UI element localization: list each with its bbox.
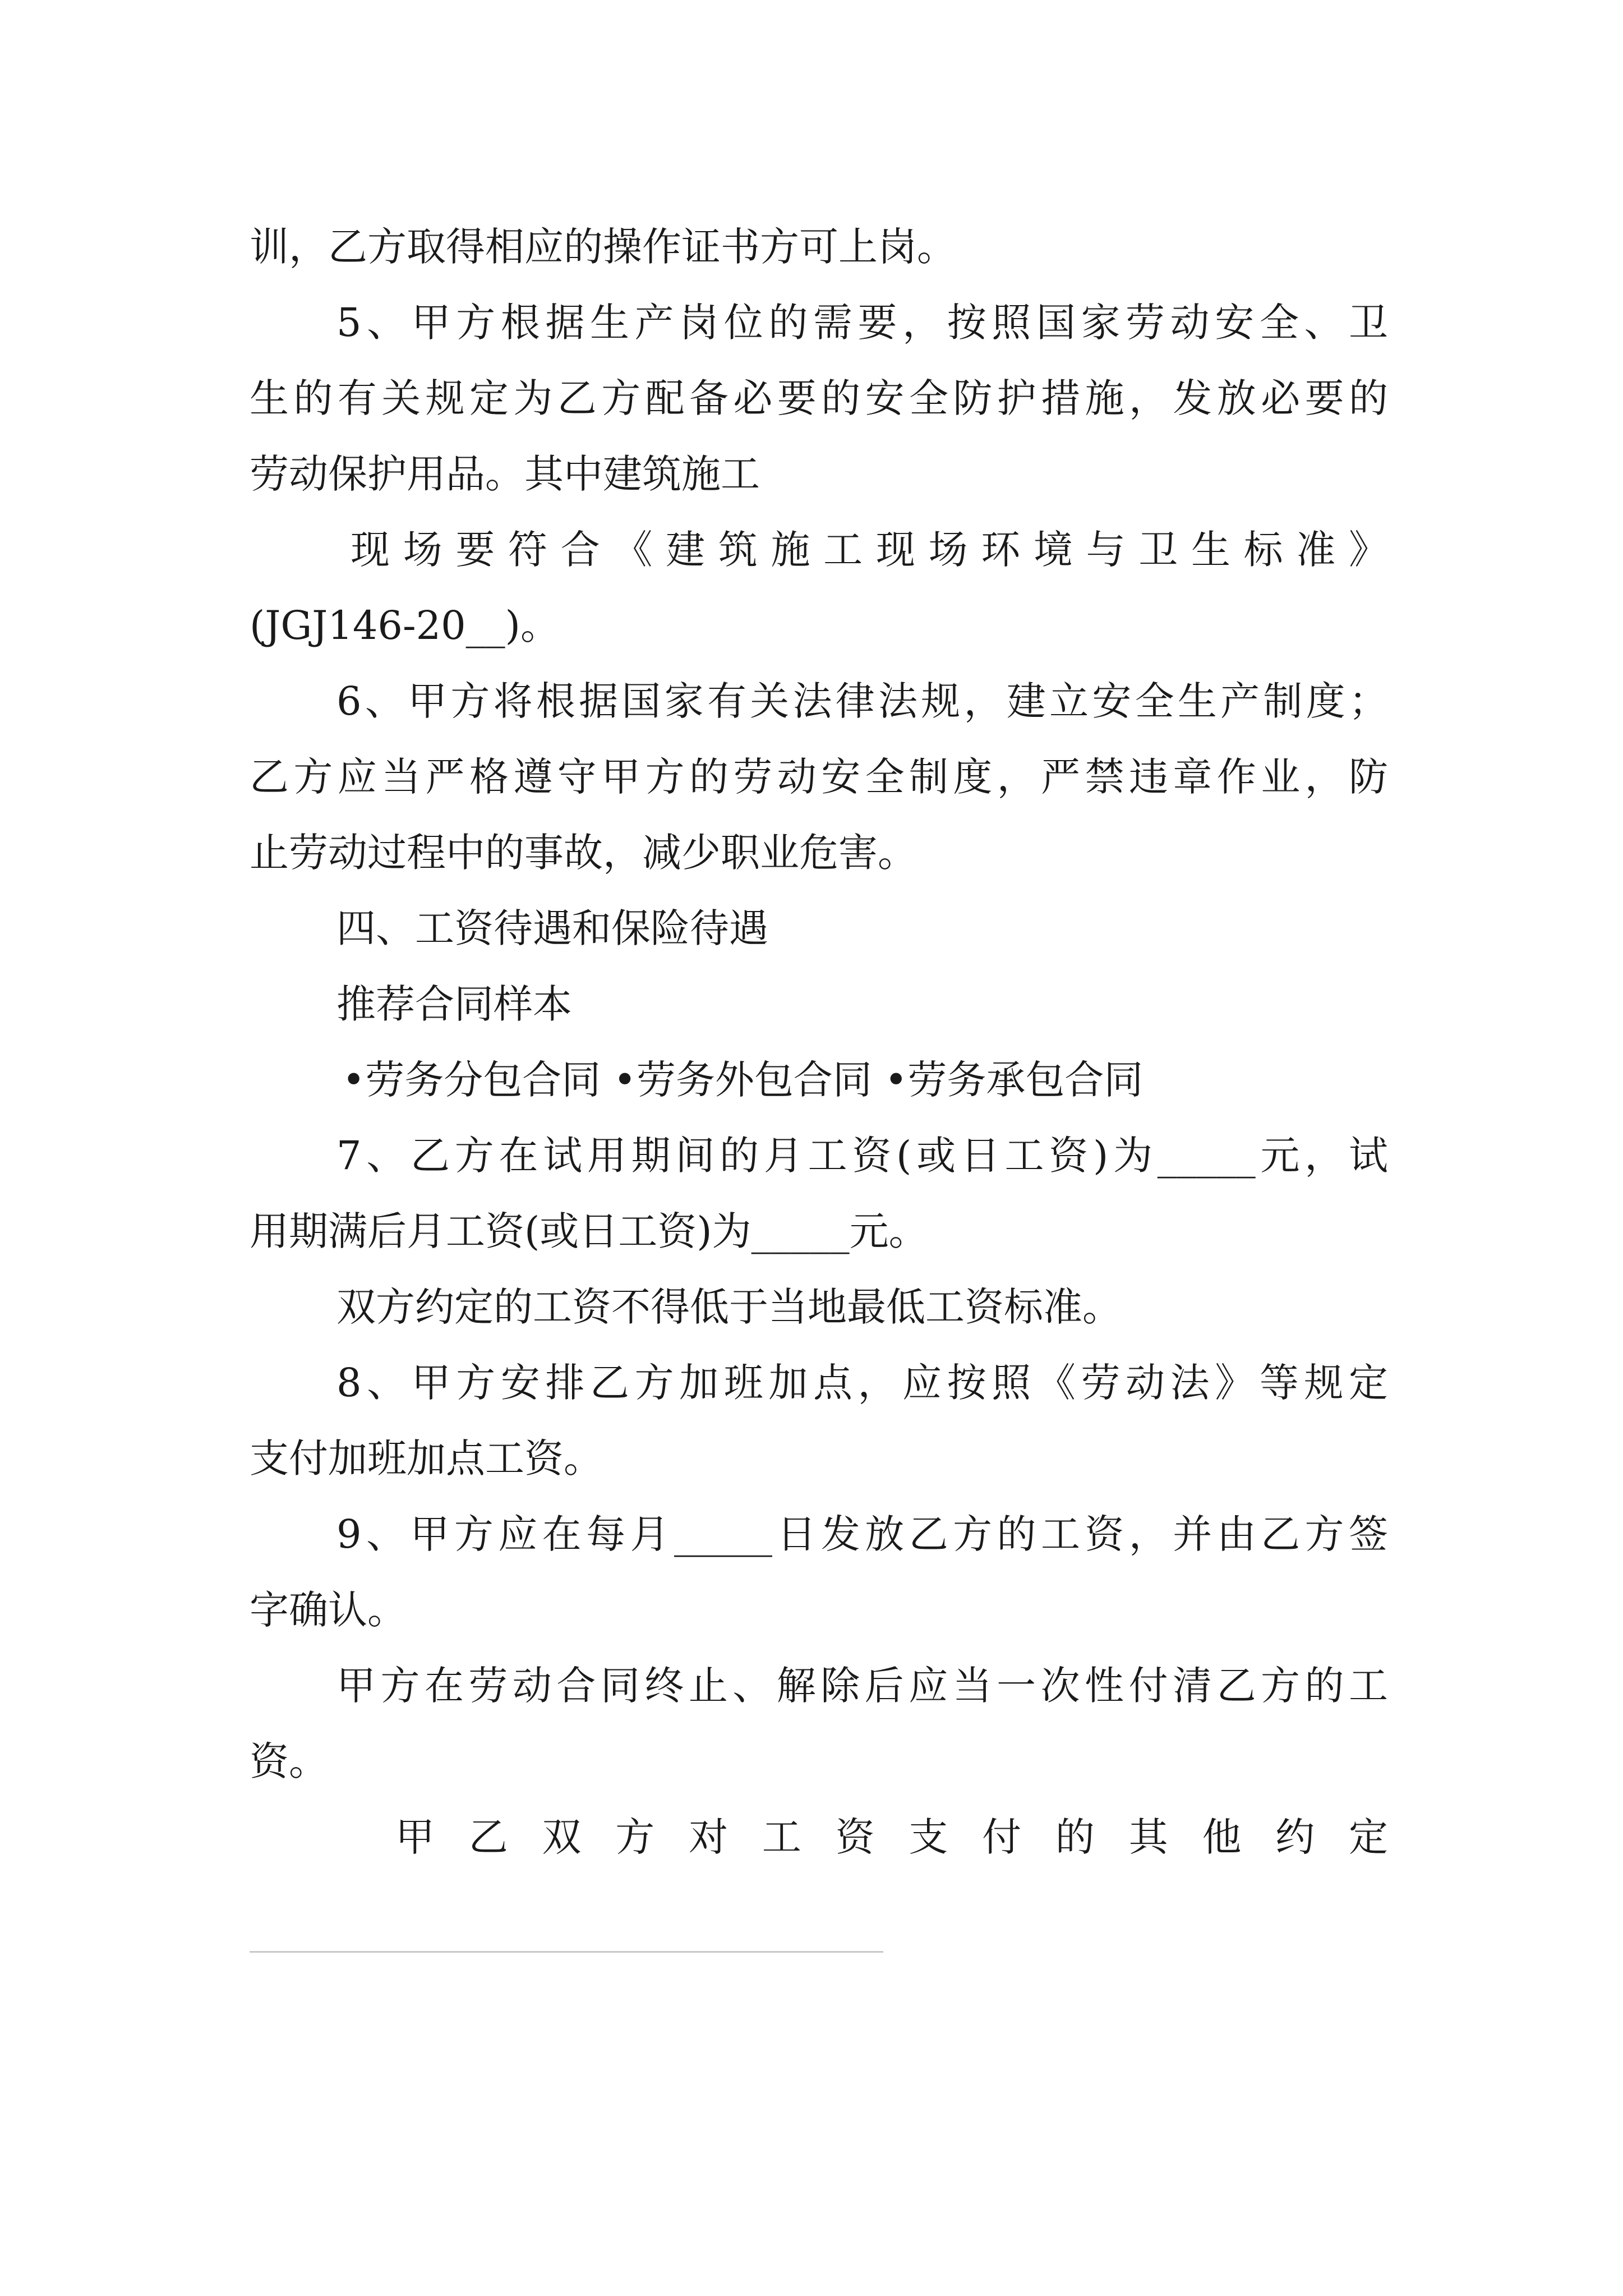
section-heading-4: 四、工资待遇和保险待遇 — [336, 905, 768, 951]
footnote-divider — [250, 1951, 883, 1953]
clause-6-line-1: 6、甲方将根据国家有关法律法规，建立安全生产制度； — [336, 678, 1388, 724]
clause-5-line-5: (JGJ146-20__)。 — [250, 602, 560, 648]
termination-wage-line-2: 资。 — [250, 1738, 328, 1784]
clause-5-line-3: 劳动保护用品。其中建筑施工 — [250, 451, 760, 497]
recommended-samples-heading: 推荐合同样本 — [336, 981, 572, 1027]
clause-9-line-2: 字确认。 — [250, 1587, 407, 1633]
clause-5-line-2: 生的有关规定为乙方配备必要的安全防护措施，发放必要的 — [250, 375, 1388, 421]
clause-6-line-3: 止劳动过程中的事故，减少职业危害。 — [250, 830, 917, 876]
clause-7-line-2: 用期满后月工资(或日工资)为_____元。 — [250, 1208, 928, 1254]
sample-contract-links[interactable]: •劳务分包合同 •劳务外包合同 •劳务承包合同 — [342, 1057, 1144, 1103]
clause-9-line-1: 9、甲方应在每月_____日发放乙方的工资，并由乙方签 — [336, 1511, 1388, 1557]
other-wage-agreement-line: 甲乙双方对工资支付的其他约定 — [395, 1814, 1388, 1860]
clause-6-line-2: 乙方应当严格遵守甲方的劳动安全制度，严禁违章作业，防 — [250, 754, 1388, 800]
clause-8-line-2: 支付加班加点工资。 — [250, 1435, 603, 1481]
text-line-1: 训，乙方取得相应的操作证书方可上岗。 — [250, 224, 956, 270]
termination-wage-line-1: 甲方在劳动合同终止、解除后应当一次性付清乙方的工 — [336, 1663, 1388, 1709]
clause-7-line-1: 7、乙方在试用期间的月工资(或日工资)为_____元，试 — [336, 1133, 1388, 1179]
clause-5-line-4: 现场要符合《建筑施工现场环境与卫生标准》 — [351, 527, 1388, 573]
clause-5-line-1: 5、甲方根据生产岗位的需要，按照国家劳动安全、卫 — [336, 300, 1388, 346]
clause-8-line-1: 8、甲方安排乙方加班加点，应按照《劳动法》等规定 — [336, 1360, 1388, 1406]
wage-standard-line: 双方约定的工资不得低于当地最低工资标准。 — [336, 1284, 1122, 1330]
